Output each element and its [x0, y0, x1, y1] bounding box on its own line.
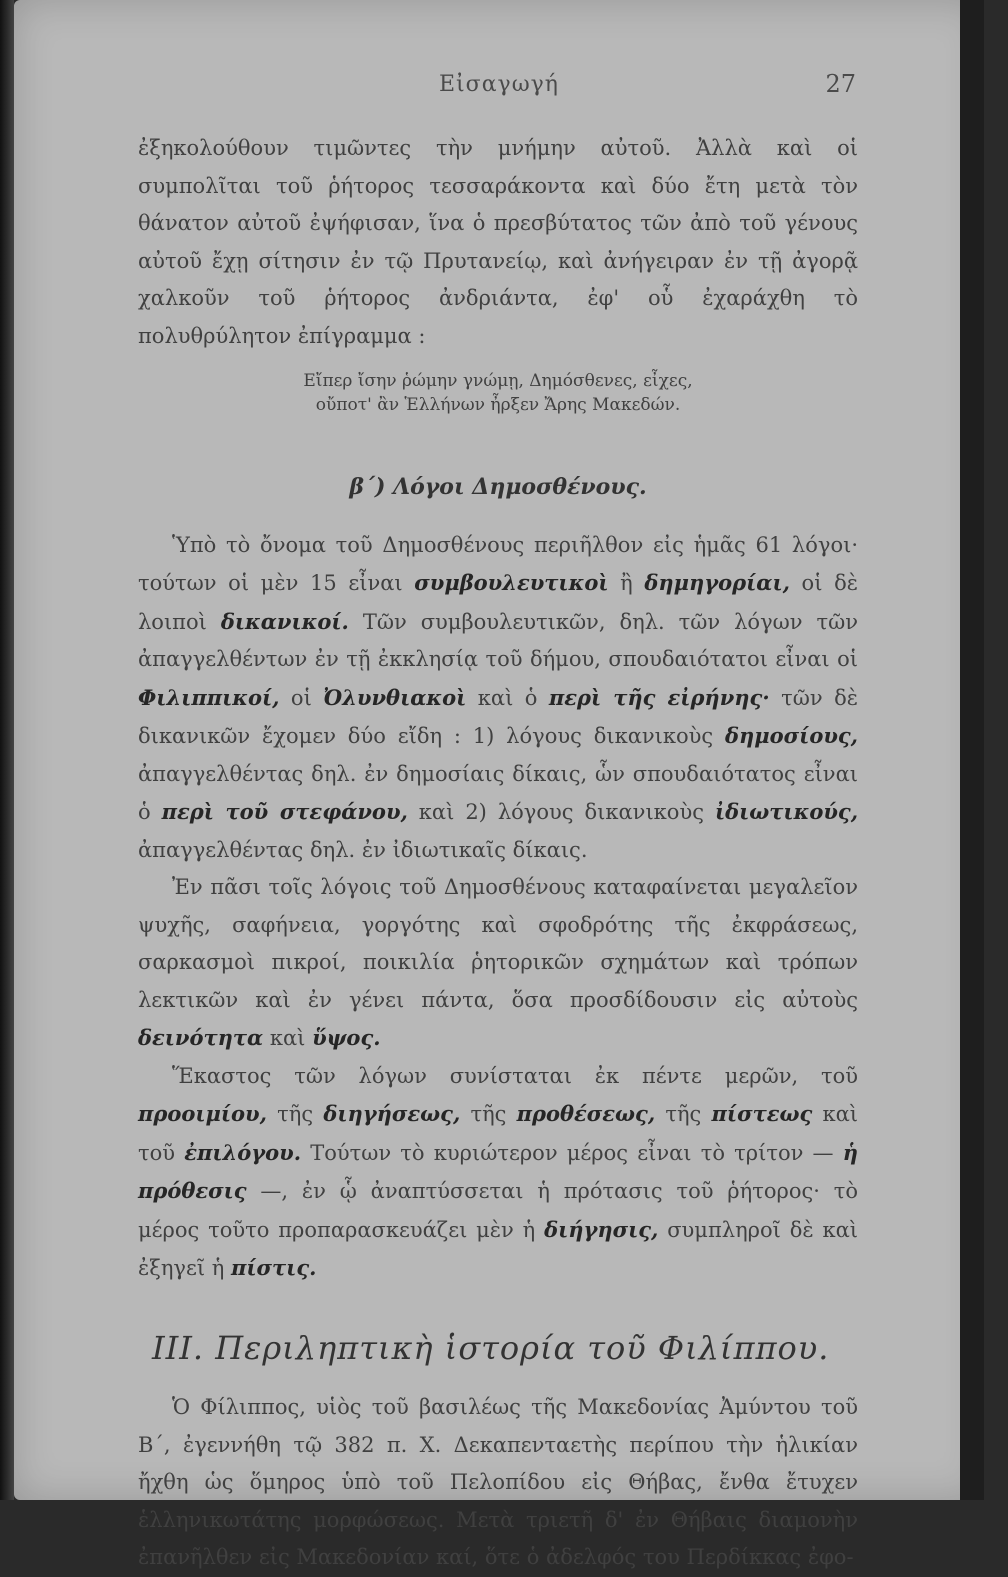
text-run: τῆς: [266, 1102, 324, 1126]
page-number: 27: [825, 70, 856, 98]
emphasis: πίστεως: [711, 1101, 813, 1126]
page-body: [138, 130, 858, 1577]
text-run: Τούτων τὸ κυριώτερον μέρος εἶναι τὸ τρίτον —: [301, 1140, 843, 1165]
emphasis: δεινότητα: [138, 1025, 264, 1050]
text-run: καὶ τοῦ: [138, 1102, 859, 1165]
emphasis: ἡ πρόθεσις: [138, 1139, 859, 1203]
emphasis: προοιμίου,: [138, 1101, 267, 1126]
text-run: —, ἐν ᾧ ἀναπτύσσεται ἡ πρότασις τοῦ ῥήτορος· τὸ μέρος τοῦτο προπαρασκευάζει μὲν ἡ: [138, 1179, 858, 1242]
text-run: συμπληροῖ δὲ καὶ ἐξηγεῖ ἡ: [138, 1217, 858, 1280]
epigram-line-2: οὔποτ' ἂν Ἑλλήνων ἦρξεν Ἄρης Μακεδών.: [315, 395, 681, 415]
philip-paragraph: Ὁ Φίλιππος, υἱὸς τοῦ βασιλέως τῆς Μακεδονίας Ἀμύντου τοῦ Β΄, ἐγεννήθη τῷ 382 π. Χ. Δεκαπενταετὴς περίπου τὴν ἡλικίαν ἤχθη ὡς ὅμηρος ὑπὸ τοῦ Πελοπίδου εἰς Θήβας, ἔνθα ἔτυχεν ἑλληνικωτάτης μορφώσεως. Μετὰ τριετῆ δ' ἐν Θήβαις διαμονὴν ἐπανῆλθεν εἰς Μακεδονίαν καί, ὅτε ὁ ἀδελφός του Περδίκκας ἐφο-: [138, 1395, 858, 1569]
text-run: Τῶν συμβουλευτικῶν, δηλ. τῶν λόγων τῶν ἀπαγγελθέντων ἐν τῇ ἐκκλησίᾳ τοῦ δήμου, σπουδαιότατοι εἶναι οἱ: [138, 609, 858, 671]
emphasis: περὶ τῆς εἰρήνης·: [548, 684, 770, 710]
chapter-heading-philip: ΙΙΙ. Περιληπτικὴ ἱστορία τοῦ Φιλίππου.: [152, 1328, 830, 1367]
emphasis: δημοσίους,: [725, 723, 858, 748]
text-run: καὶ ὁ: [466, 685, 549, 710]
emphasis: ἰδιωτικούς,: [714, 799, 859, 824]
speeches-paragraph-1: [138, 527, 858, 870]
text-run: ἀπαγγελθέντας δηλ. ἐν ἰδιωτικαῖς δίκαις.: [138, 837, 588, 862]
emphasis: δικανικοί.: [220, 608, 349, 634]
text-run: καὶ 2) λόγους δικανικοὺς: [407, 800, 715, 824]
emphasis: περὶ τοῦ στεφάνου,: [161, 799, 408, 824]
text-run: ἀπαγγελθέντας δηλ. ἐν δημοσίαις δίκαις, ὧν σπουδαιότατος εἶναι ὁ: [138, 761, 858, 824]
page-right-edge: [960, 0, 984, 1500]
speeches-paragraph-2: [138, 869, 858, 1058]
text-run: τῆς: [655, 1102, 712, 1126]
text-run: ἢ: [608, 571, 645, 595]
emphasis: ὕψος.: [312, 1025, 381, 1050]
emphasis: διήγησις,: [544, 1216, 659, 1242]
text-run: τῆς: [460, 1102, 517, 1126]
text-run: καὶ: [263, 1026, 313, 1050]
text-run: οἱ: [279, 685, 324, 710]
emphasis: ἐπιλόγου.: [184, 1139, 302, 1165]
emphasis: Ὀλυνθιακοὶ: [323, 684, 467, 710]
text-run: τῶν δὲ δικανικῶν ἔχομεν δύο εἴδη : 1) λόγους δικανικοὺς: [138, 685, 858, 748]
emphasis: προθέσεως,: [516, 1101, 656, 1126]
intro-paragraph: ἐξηκολούθουν τιμῶντες τὴν μνήμην αὐτοῦ. Ἀλλὰ καὶ οἱ συμπολῖται τοῦ ῥήτορος τεσσαράκοντα καὶ δύο ἔτη μετὰ τὸν θάνατον αὐτοῦ ἐψήφισαν, ἵνα ὁ πρεσβύτατος τῶν ἀπὸ τοῦ γένους αὐτοῦ ἔχῃ σίτησιν ἐν τῷ Πρυτανείῳ, καὶ ἀνήγειραν ἐν τῇ ἀγορᾷ χαλκοῦν τοῦ ῥήτορος ἀνδριάντα, ἐφ' οὗ ἐχαράχθη τὸ πολυθρύλητον ἐπίγραμμα :: [138, 136, 858, 348]
section-heading-speeches: β΄) Λόγοι Δημοσθένους.: [349, 474, 647, 500]
text-run: Ἐν πᾶσι τοῖς λόγοις τοῦ Δημοσθένους καταφαίνεται μεγαλεῖον ψυχῆς, σαφήνεια, γοργότης καὶ σφοδρότης τῆς ἐκφράσεως, σαρκασμοὶ πικροί, ποικιλία ῥητορικῶν σχημάτων καὶ τρόπων λεκτικῶν καὶ ἐν γένει πάντα, ὅσα προσδίδουσιν εἰς αὐτοὺς: [138, 875, 858, 1012]
emphasis: συμβουλευτικοὶ: [414, 570, 609, 595]
emphasis: δημηγορίαι,: [644, 570, 790, 595]
text-run: Ὑπὸ τὸ ὄνομα τοῦ Δημοσθένους περιῆλθον εἰς ἡμᾶς 61 λόγοι· τούτων οἱ μὲν 15 εἶναι: [138, 532, 858, 595]
text-run: οἱ δὲ λοιποὶ: [138, 571, 858, 634]
speeches-paragraph-3: [138, 1058, 858, 1288]
epigram-line-1: Εἴπερ ἴσην ῥώμην γνώμῃ, Δημόσθενες, εἶχες,: [303, 371, 693, 391]
emphasis: Φιλιππικοί,: [138, 684, 280, 710]
emphasis: πίστις.: [231, 1255, 317, 1280]
epigram: [138, 369, 858, 417]
text-run: Ἕκαστος τῶν λόγων συνίσταται ἐκ πέντε μερῶν, τοῦ: [172, 1063, 858, 1088]
running-title: Εἰσαγωγή: [439, 72, 559, 97]
book-spine-shadow: [0, 0, 14, 1500]
book-page: [14, 0, 984, 1569]
emphasis: διηγήσεως,: [323, 1101, 461, 1126]
